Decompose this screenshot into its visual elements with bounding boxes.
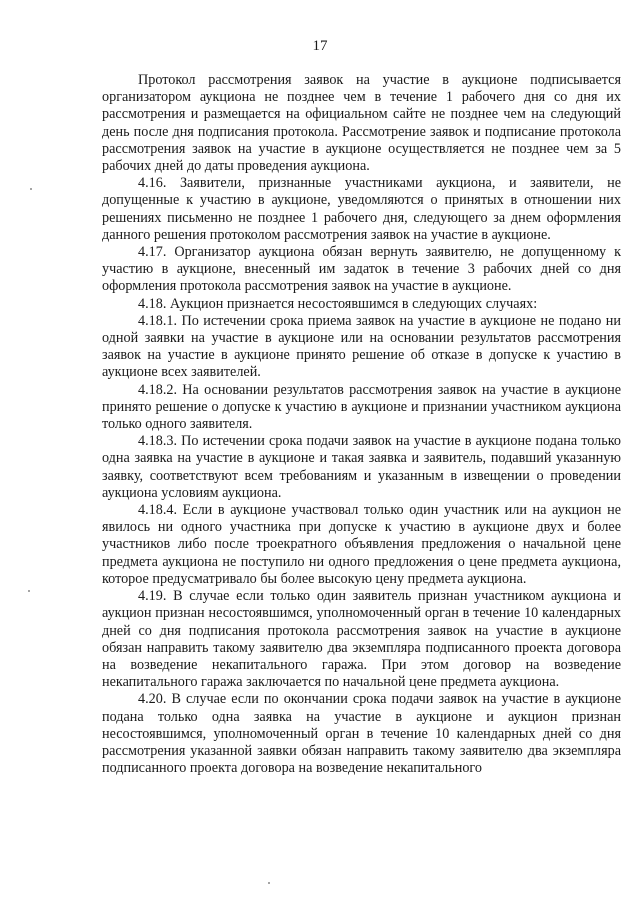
paragraph-4-19: 4.19. В случае если только один заявитель признан участником аукциона и аукцион признан несостоявшимся, уполномоченный орган в течение 10 календарных дней со дня подписания протокола рассмотрения заявок на участие в аукционе обязан направить такому заявителю два экземпляра подписанного проекта договора на возведение некапитального гаража. При этом договор на возведение некапитального гаража заключается по начальной цене предмета аукциона.: [102, 588, 621, 691]
paragraph-protocol: Протокол рассмотрения заявок на участие в аукционе подписывается организатором аукциона не позднее чем в течение 1 рабочего дня со дня их рассмотрения и размещается на официальном сайте не позднее чем на следующий день после дня подписания протокола. Рассмотрение заявок и подписание протокола рассмотрения заявок на участие в аукционе осуществляется не позднее чем за 5 рабочих дней до даты проведения аукциона.: [102, 72, 621, 175]
paragraph-4-16: 4.16. Заявители, признанные участниками аукциона, и заявители, не допущенные к участию в аукционе, уведомляются о принятых в отношении них решениях письменно не позднее 1 рабочего дня, следующего за днем оформления данного решения протоколом рассмотрения заявок на участие в аукционе.: [102, 175, 621, 243]
page-number: 17: [312, 38, 328, 54]
scan-speck: [28, 590, 30, 592]
paragraph-4-18-3: 4.18.3. По истечении срока подачи заявок на участие в аукционе подана только одна заявка на участие в аукционе и такая заявка и заявитель, подавший указанную заявку, соответствуют всем требованиям и указанным в извещении о проведении аукциона условиям аукциона.: [102, 433, 621, 501]
paragraph-4-18: 4.18. Аукцион признается несостоявшимся в следующих случаях:: [138, 295, 538, 312]
paragraph-4-18-4: 4.18.4. Если в аукционе участвовал только один участник или на аукцион не явилось ни одного участника при допуске к участию в аукционе двух и более участников либо после троекратного объявления предложения о начальной цене предмета аукциона не поступило ни одного предложения о цене предмета аукциона, которое предусматривало бы более высокую цену предмета аукциона.: [102, 502, 621, 587]
document-body: [102, 72, 621, 777]
paragraph-4-18-2: 4.18.2. На основании результатов рассмотрения заявок на участие в аукционе принято решение о допуске к участию в аукционе и признании участником аукциона только одного заявителя.: [102, 381, 621, 433]
paragraph-4-20: 4.20. В случае если по окончании срока подачи заявок на участие в аукционе подана только одна заявка на участие в аукционе и аукцион признан несостоявшимся, уполномоченный орган в течение 10 календарных дней со дня рассмотрения указанной заявки обязан направить такому заявителю два экземпляра подписанного проекта договора на возведение некапитального: [102, 691, 621, 777]
paragraph-4-17: 4.17. Организатор аукциона обязан вернуть заявителю, не допущенному к участию в аукционе, внесенный им задаток в течение 3 рабочих дней со дня оформления протокола рассмотрения заявок на участие в аукционе.: [102, 244, 621, 295]
scan-speck: [268, 882, 270, 884]
scan-speck: [30, 188, 32, 190]
paragraph-4-18-1: 4.18.1. По истечении срока приема заявок на участие в аукционе не подано ни одной заявки на участие в аукционе или на основании результатов рассмотрения заявок на участие в аукционе принято решение об отказе в допуске к участию в аукционе всех заявителей.: [102, 312, 621, 381]
